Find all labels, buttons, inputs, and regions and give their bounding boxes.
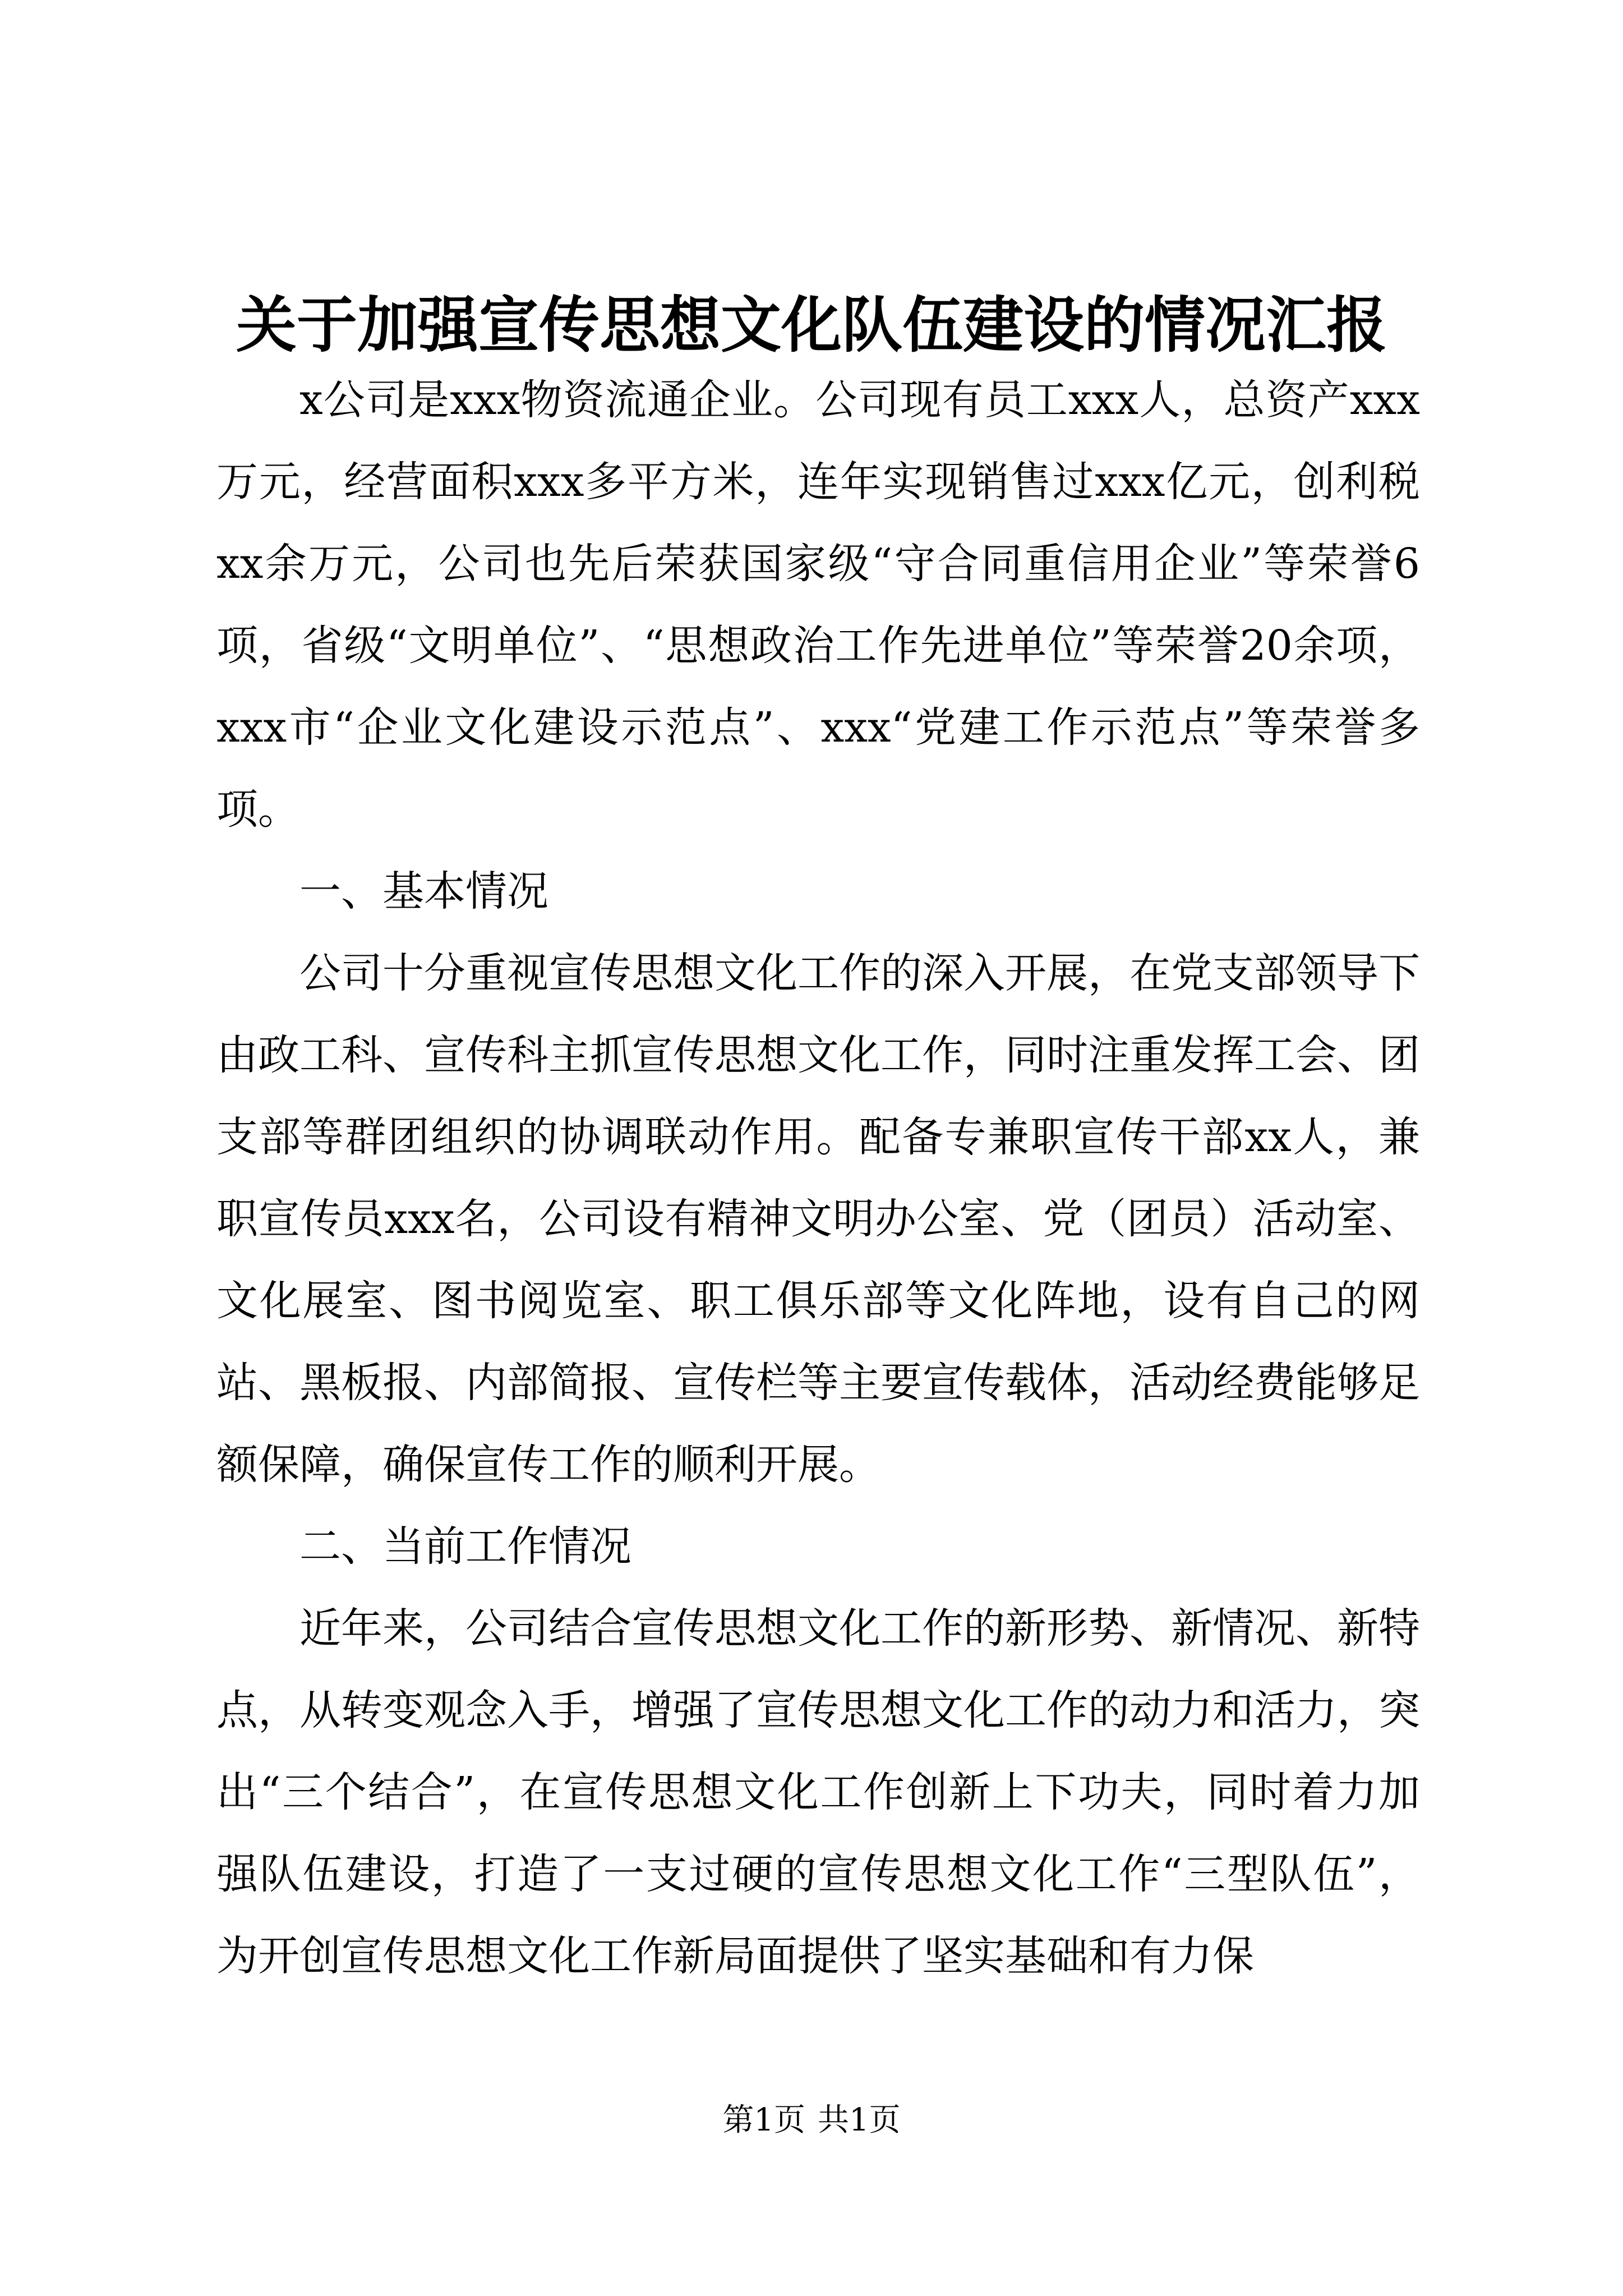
page-number-current: 第1页: [722, 2102, 805, 2138]
section-heading-basic: 一、基本情况: [299, 867, 548, 915]
paragraph-basic: 公司十分重视宣传思想文化工作的深入开展，在党支部领导下由政工科、宣传科主抓宣传思想文化工作，同时注重发挥工会、团支部等群团组织的协调联动作用。配备专兼职宣传干部xx人，兼职宣传员xxx名，公司设有精神文明办公室、党（团员）活动室、文化展室、图书阅览室、职工俱乐部等文化阵地，设有自己的网站、黑板报、内部简报、宣传栏等主要宣传载体，活动经费能够足额保障，确保宣传工作的顺利开展。: [216, 949, 1420, 1489]
document-title: 关于加强宣传思想文化队伍建设的情况汇报: [236, 290, 1387, 361]
page-number-total: 共1页: [818, 2102, 901, 2138]
paragraph-current: 近年来，公司结合宣传思想文化工作的新形势、新情况、新特点，从转变观念入手，增强了宣传思想文化工作的动力和活力，突出“三个结合”，在宣传思想文化工作创新上下功夫，同时着力加强队伍建设，打造了一支过硬的宣传思想文化工作“三型队伍”，为开创宣传思想文化工作新局面提供了坚实基础和有力保: [216, 1604, 1420, 1980]
page-footer: [0, 2098, 1623, 2143]
document-body: [216, 359, 1420, 1997]
paragraph-intro: x公司是xxx物资流通企业。公司现有员工xxx人，总资产xxx万元，经营面积xxx多平方米，连年实现销售过xxx亿元，创利税xx余万元，公司也先后荣获国家级“守合同重信用企业”等荣誉6项，省级“文明单位”、“思想政治工作先进单位”等荣誉20余项，xxx市“企业文化建设示范点”、xxx“党建工作示范点”等荣誉多项。: [216, 376, 1420, 834]
section-heading-current: 二、当前工作情况: [299, 1522, 631, 1571]
